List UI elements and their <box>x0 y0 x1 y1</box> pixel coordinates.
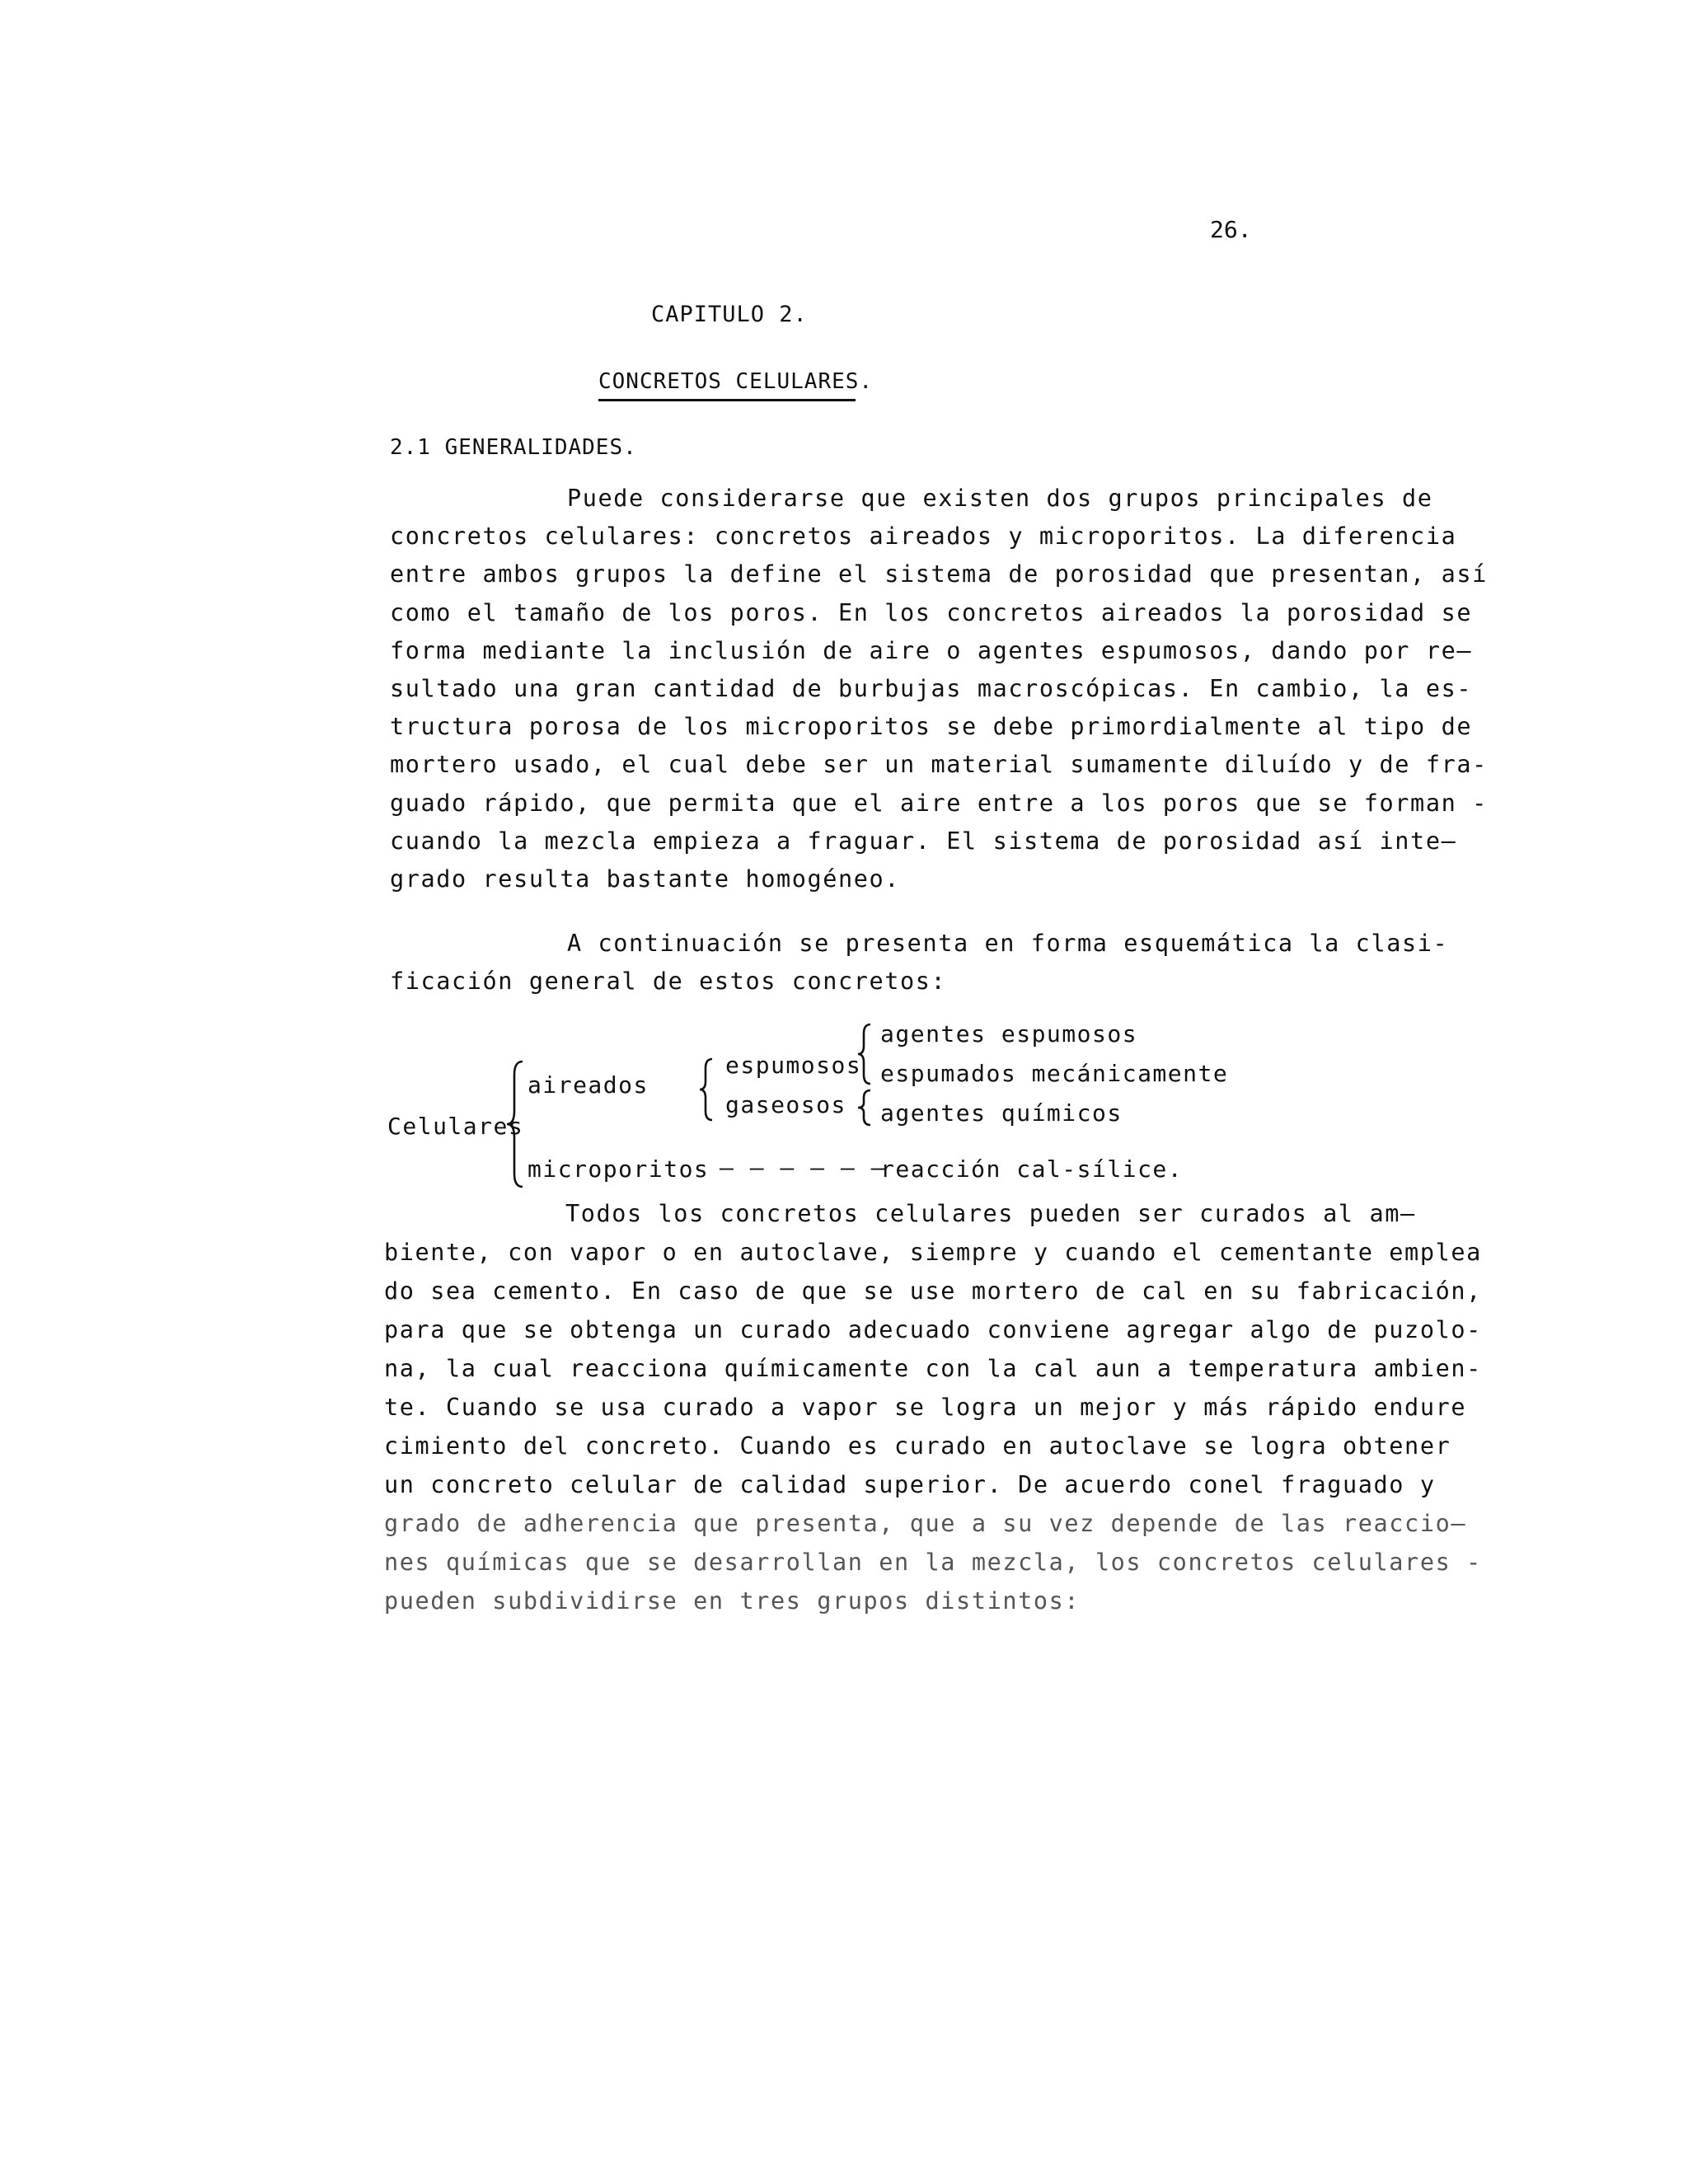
chapter-title: CONCRETOS CELULARES. <box>598 369 874 394</box>
scheme-aireados: aireados <box>528 1071 649 1099</box>
paragraph-line: pueden subdividirse en tres grupos distintos: <box>384 1587 1081 1615</box>
paragraph-line: para que se obtenga un curado adecuado conviene agregar algo de puzolo- <box>384 1316 1482 1343</box>
chapter-heading: CAPITULO 2. <box>651 302 808 327</box>
paragraph-line: entre ambos grupos la define el sistema de porosidad que presentan, así <box>390 560 1488 588</box>
brace-celulares <box>504 1058 526 1190</box>
brace-gaseosos <box>856 1088 874 1127</box>
paragraph-line: do sea cemento. En caso de que se use mortero de cal en su fabricación, <box>384 1277 1482 1305</box>
scheme-espumados-mecanicamente: espumados mecánicamente <box>880 1060 1229 1087</box>
paragraph-line: na, la cual reacciona químicamente con la cal aun a temperatura ambien- <box>384 1355 1482 1382</box>
paragraph-line: tructura porosa de los microporitos se debe primordialmente al tipo de <box>390 713 1473 740</box>
paragraph-line: concretos celulares: concretos aireados y microporitos. La diferencia <box>390 523 1457 550</box>
scheme-espumosos: espumosos <box>725 1052 862 1079</box>
paragraph-line: biente, con vapor o en autoclave, siempre y cuando el cementante emplea <box>384 1239 1482 1266</box>
scheme-microporitos: microporitos <box>528 1155 710 1183</box>
paragraph-line: ficación general de estos concretos: <box>390 968 947 995</box>
chapter-title-underline <box>598 399 856 401</box>
paragraph-line: mortero usado, el cual debe ser un material sumamente diluído y de fra- <box>390 751 1488 778</box>
paragraph-line: cuando la mezcla empieza a fraguar. El sistema de porosidad así inte— <box>390 827 1457 855</box>
paragraph-line: Todos los concretos celulares pueden ser curados al am— <box>565 1200 1416 1227</box>
scheme-agentes-quimicos: agentes químicos <box>880 1099 1123 1127</box>
paragraph-line: sultado una gran cantidad de burbujas macroscópicas. En cambio, la es- <box>390 675 1473 702</box>
paragraph-line: como el tamaño de los poros. En los concretos aireados la porosidad se <box>390 599 1473 626</box>
paragraph-line: forma mediante la inclusión de aire o agentes espumosos, dando por re— <box>390 637 1473 664</box>
scheme-gaseosos: gaseosos <box>725 1091 846 1118</box>
paragraph-line: te. Cuando se usa curado a vapor se logra un mejor y más rápido endure <box>384 1394 1467 1421</box>
paragraph-line: A continuación se presenta en forma esquemática la clasi- <box>567 930 1449 957</box>
paragraph-line: grado de adherencia que presenta, que a su vez depende de las reaccio— <box>384 1510 1467 1537</box>
paragraph-line: un concreto celular de calidad superior. De acuerdo conel fraguado y <box>384 1471 1436 1498</box>
page-number: 26. <box>1210 216 1252 243</box>
paragraph-line: Puede considerarse que existen dos grupos principales de <box>567 485 1433 512</box>
paragraph-line: grado resulta bastante homogéneo. <box>390 865 901 893</box>
brace-aireados <box>697 1057 715 1122</box>
scheme-celulares: Celulares <box>387 1113 524 1140</box>
paragraph-line: nes químicas que se desarrollan en la mezcla, los concretos celulares - <box>384 1549 1482 1576</box>
paragraph-line: guado rápido, que permita que el aire entre a los poros que se forman - <box>390 790 1488 817</box>
paragraph-line: cimiento del concreto. Cuando es curado en autoclave se logra obtener <box>384 1432 1451 1460</box>
scheme-agentes-espumosos: agentes espumosos <box>880 1020 1138 1047</box>
section-heading: 2.1 GENERALIDADES. <box>390 435 637 460</box>
scheme-dashes: – – – – – – <box>720 1154 886 1181</box>
scheme-reaccion-cal-silice: reacción cal-sílice. <box>880 1155 1184 1183</box>
brace-espumosos <box>856 1022 874 1086</box>
